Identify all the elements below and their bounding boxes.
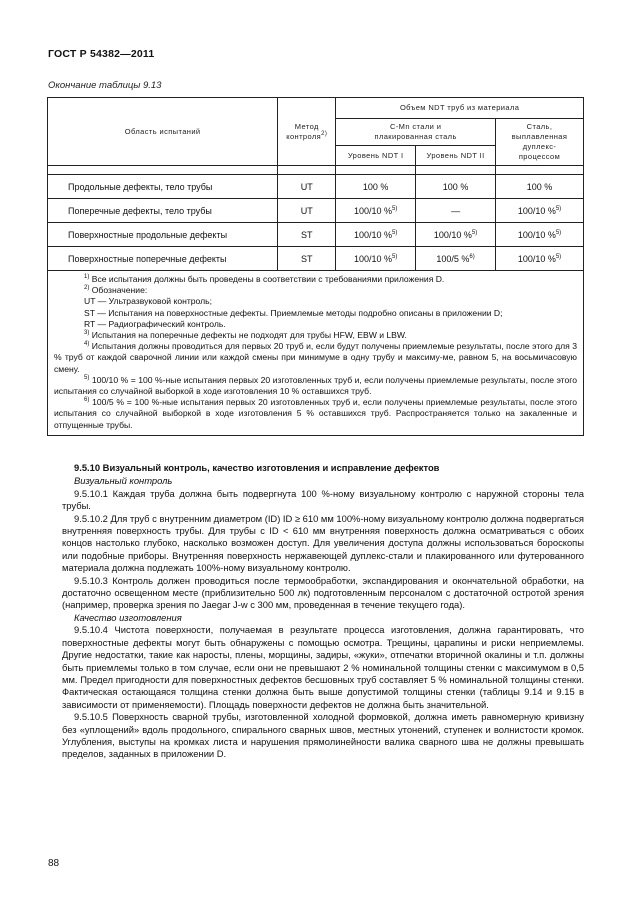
paragraph-9-5-10-2: 9.5.10.2 Для труб с внутренним диаметром (ID) ID ≥ 610 мм 100%-ному визуальному контролю должна подвергаться внутренняя поверхность трубы. Для трубы с ID < 610 мм внутренняя поверхность должна осматриваться с обоих концов настолько глубоко, насколько возможен доступ. Для увеличения доступа должны использоваться бороскопы или подобные приборы. Внутренняя поверхность нержавеющей дуплекс-стали и плакированного или футерованного материала должна подлежать 100%-ному визуальному контролю. [62, 512, 584, 574]
head-volume: Объем NDT труб из материала [336, 98, 584, 119]
subheading-visual: Визуальный контроль [74, 475, 173, 487]
head-cmn: C-Mn стали и плакированная сталь [336, 119, 496, 146]
table-9-13 [47, 97, 584, 436]
paragraph-9-5-10-3: 9.5.10.3 Контроль должен проводиться после термообработки, экспандирования и окончательной обработки, на достаточно освещенном месте (приблизительно 500 лк) подготовленным персоналом с достаточной остротой зрения (например, проверка зрения по Jaegar J-w с 300 мм, проведенная в течение текущего года). [62, 574, 584, 611]
footnote-3: $^{3)}$ Испытания на поперечные дефекты не подходят для трубы HFW, EBW и LBW. [84, 330, 407, 341]
footnote-2-st: ST — Испытания на поверхностные дефекты. Приемлемые методы подробно описаны в приложении D; [84, 307, 503, 318]
table-head-row-1 [48, 98, 584, 119]
table-row: Продольные дефекты, тело трубы UT 100 % 100 % 100 % [48, 175, 584, 199]
head-level-1: Уровень NDT I [336, 146, 416, 166]
footnote-2: $^{2)}$ Обозначение: [84, 285, 148, 296]
table-footnotes [48, 271, 584, 436]
paragraph-9-5-10-1: 9.5.10.1 Каждая труба должна быть подвергнута 100 %-ному визуальному контролю с наружной стороны тела трубы. [62, 487, 584, 512]
section-heading: 9.5.10 Визуальный контроль, качество изготовления и исправление дефектов [74, 462, 440, 473]
head-area: Область испытаний [48, 98, 278, 166]
footnote-1: $^{1)}$ Все испытания должны быть проведены в соответствии с требованиями приложения D. [84, 274, 445, 284]
footnote-5: $^{5)}$ 100/10 % = 100 %-ные испытания первых 20 изготовленных труб и, если получены приемлемые результаты, после этого испытания со случайной выборкой в ходе изготовления 10 % оставшихся труб. [54, 374, 578, 397]
table-notes-row [48, 271, 584, 436]
footnote-6: $^{6)}$ 100/5 % = 100 %-ные испытания первых 20 изготовленных труб и, если получены приемлемые результаты, после этого испытания со случайной выборкой в ходе изготовления 5 % оставшихся труб. Распространяется только на закаленные и отпущенные трубы. [54, 397, 578, 430]
standard-header: ГОСТ Р 54382—2011 [48, 48, 155, 60]
table-row: Поперечные дефекты, тело трубы UT 100/10 %$^{5)}$ — 100/10 %$^{5)}$ [48, 199, 584, 223]
head-duplex: Сталь, выплавленная дуплекс-процессом [496, 119, 584, 166]
section-body [62, 462, 584, 761]
table-caption: Окончание таблицы 9.13 [48, 80, 162, 91]
table-row: Поверхностные продольные дефекты ST 100/10 %$^{5)}$ 100/10 %$^{5)}$ 100/10 %$^{5)}$ [48, 223, 584, 247]
footnote-2-rt: RT — Радиографический контроль. [84, 318, 226, 329]
footnote-4: $^{4)}$ Испытания должны проводиться для первых 20 труб и, если будут получены приемлемые результаты, после этого для 3 % труб от каждой сварочной линии или каждой смены при минимуме в одну трубу и максиму-ме, равном 5, на восьмичасовую смену. [54, 341, 577, 374]
table-row: Поверхностные поперечные дефекты ST 100/10 %$^{5)}$ 100/5 %$^{6)}$ 100/10 %$^{5)}$ [48, 247, 584, 271]
footnote-2-ut: UT — Ультразвуковой контроль; [84, 296, 213, 307]
head-method: Метод контроля$^{2)}$ [278, 98, 336, 166]
subheading-quality: Качество изготовления [74, 611, 182, 623]
paragraph-9-5-10-4: 9.5.10.4 Чистота поверхности, получаемая в результате процесса изготовления, должна гарантировать, что поверхностные дефекты могут быть обнаружены с помощью осмотра. Трещины, царапины и риски неприемлемы. Другие недостатки, такие как наросты, плены, морщины, задиры, «жуки», отпечатки вторичной окалины и т.п. должны быть приемлемы только в том случае, если они не превышают 2 % номинальной толщины стенки с максимумом в 0,5 мм. Предел пригодности для поверхностных дефектов бесшовных труб составляет 5 % номинальной толщины стенки. Фактическая остающаяся толщина стенки должна быть выше допустимой толщины стенки (таблицы 9.14 и 9.15 в зависимости от применяемости). Площадь поверхности дефектов не должна быть значительной. [62, 624, 584, 710]
page-number: 88 [48, 858, 60, 869]
head-level-2: Уровень NDT II [416, 146, 496, 166]
paragraph-9-5-10-5: 9.5.10.5 Поверхность сварной трубы, изготовленной холодной формовкой, должна иметь равномерную кривизну без «уплощений» вдоль продольного, спирального сварных швов, местных утонений, ступенек и волнистости кромок. Углубления, выступы на кромках листа и нарушения прямолинейности валика сварного шва не должны превышать пределов, заданных в приложении D. [62, 711, 584, 760]
